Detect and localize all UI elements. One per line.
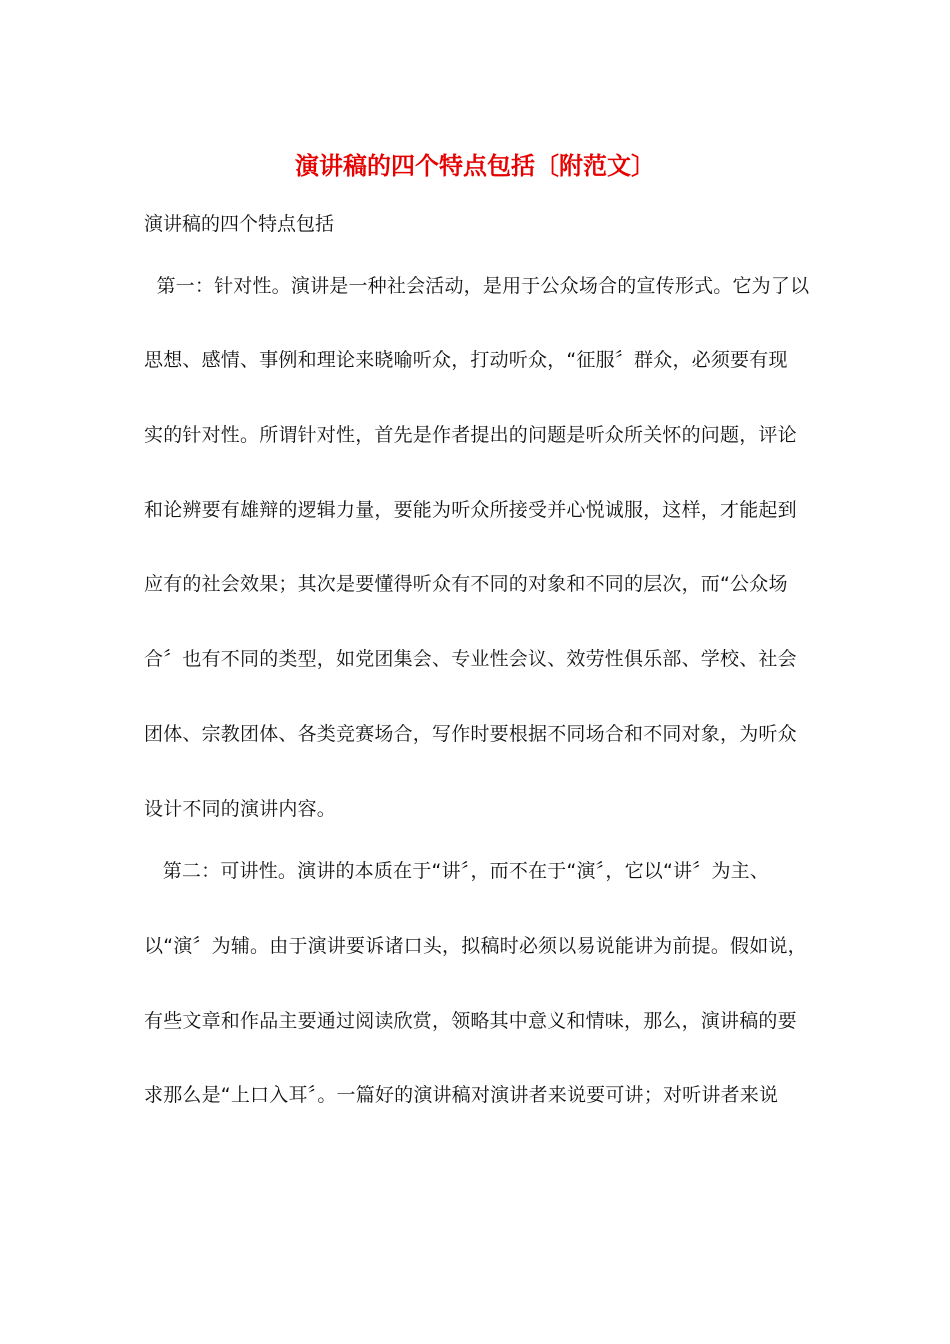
paragraph-line: 合〞也有不同的类型，如党团集会、专业性会议、效劳性俱乐部、学校、社会: [144, 648, 797, 670]
paragraph-line: 和论辨要有雄辩的逻辑力量，要能为听众所接受并心悦诚服，这样，才能起到: [144, 499, 797, 521]
paragraph-line: 第二：可讲性。演讲的本质在于“讲〞，而不在于“演〞，它以“讲〞为主、: [144, 860, 770, 882]
paragraph-line: 以“演〞为辅。由于演讲要诉诸口头，拟稿时必须以易说能讲为前提。假如说，: [144, 935, 807, 957]
paragraph-line: 思想、感情、事例和理论来晓喻听众，打动听众，“征服〞群众，必须要有现: [144, 349, 788, 371]
paragraph-line: 团体、宗教团体、各类竞赛场合，写作时要根据不同场合和不同对象，为听众: [144, 723, 797, 745]
paragraph-line: 应有的社会效果；其次是要懂得听众有不同的对象和不同的层次，而“公众场: [144, 573, 788, 595]
paragraph-line: 设计不同的演讲内容。: [144, 798, 337, 820]
paragraph-line: 第一：针对性。演讲是一种社会活动，是用于公众场合的宣传形式。它为了以: [144, 275, 810, 297]
paragraph-line: 有些文章和作品主要通过阅读欣赏，领略其中意义和情味，那么，演讲稿的要: [144, 1010, 797, 1032]
paragraph-line: 求那么是“上口入耳〞。一篇好的演讲稿对演讲者来说要可讲；对听讲者来说: [144, 1084, 779, 1106]
document-title: 演讲稿的四个特点包括〔附范文〕: [295, 151, 655, 180]
document-subtitle: 演讲稿的四个特点包括: [144, 213, 335, 235]
paragraph-line: 实的针对性。所谓针对性，首先是作者提出的问题是听众所关怀的问题，评论: [144, 424, 797, 446]
